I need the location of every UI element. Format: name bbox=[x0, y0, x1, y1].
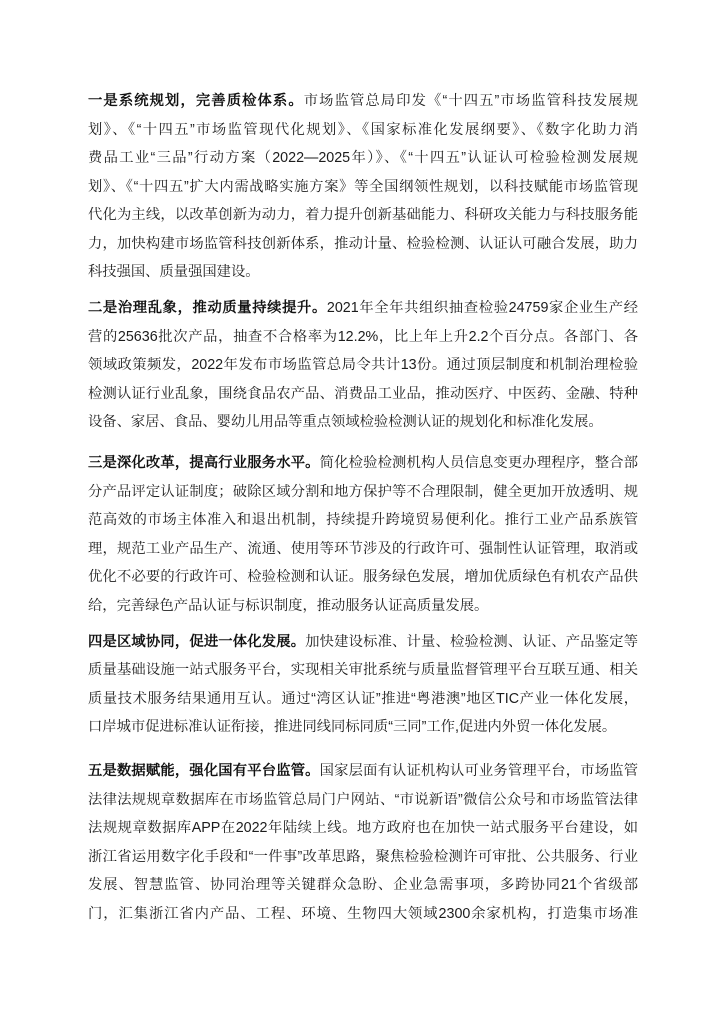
text-line bbox=[88, 757, 638, 786]
document-page bbox=[88, 87, 638, 928]
text-line: 法律法规规章数据库在市场监管总局门户网站、“市说新语”微信公众号和市场监管法律 bbox=[88, 791, 638, 808]
paragraph-3 bbox=[88, 449, 638, 620]
text-line: 力，加快构建市场监管科技创新体系，推动计量、检验检测、认证认可融合发展，助力 bbox=[88, 235, 638, 252]
text-line: 检测认证行业乱象，围绕食品农产品、消费品工业品，推动医疗、中医药、金融、特种 bbox=[88, 385, 638, 402]
text-line: 设备、家居、食品、婴幼儿用品等重点领域检验检测认证的规划化和标准化发展。 bbox=[88, 414, 603, 430]
text-line bbox=[88, 449, 638, 478]
text-line: 分产品评定认证制度；破除区域分割和地方保护等不合理限制，健全更加开放透明、规 bbox=[88, 483, 638, 500]
paragraph-2 bbox=[88, 294, 638, 437]
text-segment: 国家层面有认证机构认可业务管理平台，市场监管 bbox=[319, 763, 638, 779]
text-line: 营的25636批次产品，抽查不合格率为12.2%，比上年上升2.2个百分点。各部门、各 bbox=[88, 328, 638, 345]
text-line: 浙江省运用数字化手段和“一件事”改革思路，聚焦检验检测许可审批、公共服务、行业 bbox=[88, 848, 638, 865]
paragraph-4 bbox=[88, 628, 638, 742]
text-line bbox=[88, 87, 638, 116]
paragraph-1 bbox=[88, 87, 638, 287]
text-line: 代化为主线，以改革创新为动力，着力提升创新基础能力、科研攻关能力与科技服务能 bbox=[88, 207, 638, 223]
text-line: 发展、智慧监管、协同治理等关键群众急盼、企业急需事项，多跨协同21个省级部 bbox=[88, 877, 638, 893]
text-line: 划》、《“十四五”扩大内需战略实施方案》等全国纲领性规划，以科技赋能市场监管现 bbox=[88, 178, 638, 195]
text-line bbox=[88, 628, 638, 657]
paragraph-heading: 三是深化改革，提高行业服务水平。 bbox=[88, 455, 320, 471]
text-line: 质量技术服务结果通用互认。通过“湾区认证”推进“粤港澳”地区TIC产业一体化发展， bbox=[88, 690, 638, 707]
text-line: 范高效的市场主体准入和退出机制，持续提升跨境贸易便利化。推行工业产品系族管 bbox=[88, 512, 638, 528]
text-segment: 加快建设标准、计量、检验检测、认证、产品鉴定等 bbox=[305, 633, 639, 650]
paragraph-heading: 五是数据赋能，强化国有平台监管。 bbox=[88, 763, 320, 779]
text-segment: 2021年全年共组织抽查检验24759家企业生产经 bbox=[326, 300, 639, 316]
text-line: 质量基础设施一站式服务平台，实现相关审批系统与质量监督管理平台互联互通、相关 bbox=[88, 662, 638, 678]
text-line: 理，规范工业产品生产、流通、使用等环节涉及的行政许可、强制性认证管理，取消或 bbox=[88, 540, 638, 557]
paragraph-heading: 四是区域协同，促进一体化发展。 bbox=[88, 633, 306, 650]
text-line: 优化不必要的行政许可、检验检测和认证。服务绿色发展，增加优质绿色有机农产品供 bbox=[88, 569, 638, 585]
text-line bbox=[88, 294, 638, 323]
paragraph-heading: 二是治理乱象，推动质量持续提升。 bbox=[88, 300, 327, 316]
text-line: 科技强国、质量强国建设。 bbox=[88, 264, 260, 280]
text-segment: 简化检验检测机构人员信息变更办理程序，整合部 bbox=[319, 455, 638, 471]
text-line: 费品工业“三品”行动方案（2022—2025年）》、《“十四五”认证认可检验检测发展规 bbox=[88, 150, 638, 166]
text-line: 给，完善绿色产品认证与标识制度，推动服务认证高质量发展。 bbox=[88, 597, 489, 614]
text-line: 领域政策频发，2022年发布市场监管总局令共计13份。通过顶层制度和机制治理检验 bbox=[88, 357, 638, 373]
text-line: 口岸城市促进标准认证衔接，推进同线同标同质“三同”工作,促进内外贸一体化发展。 bbox=[88, 719, 617, 735]
paragraph-heading: 一是系统规划，完善质检体系。 bbox=[88, 93, 304, 109]
paragraph-5 bbox=[88, 757, 638, 928]
text-segment: 市场监管总局印发《“十四五”市场监管科技发展规 bbox=[303, 93, 638, 109]
text-line: 划》、《“十四五”市场监管现代化规划》、《国家标准化发展纲要》、《数字化助力消 bbox=[88, 121, 638, 138]
text-line: 法规规章数据库APP在2022年陆续上线。地方政府也在加快一站式服务平台建设，如 bbox=[88, 820, 638, 836]
text-line: 门，汇集浙江省内产品、工程、环境、生物四大领域2300余家机构，打造集市场准 bbox=[88, 905, 638, 922]
